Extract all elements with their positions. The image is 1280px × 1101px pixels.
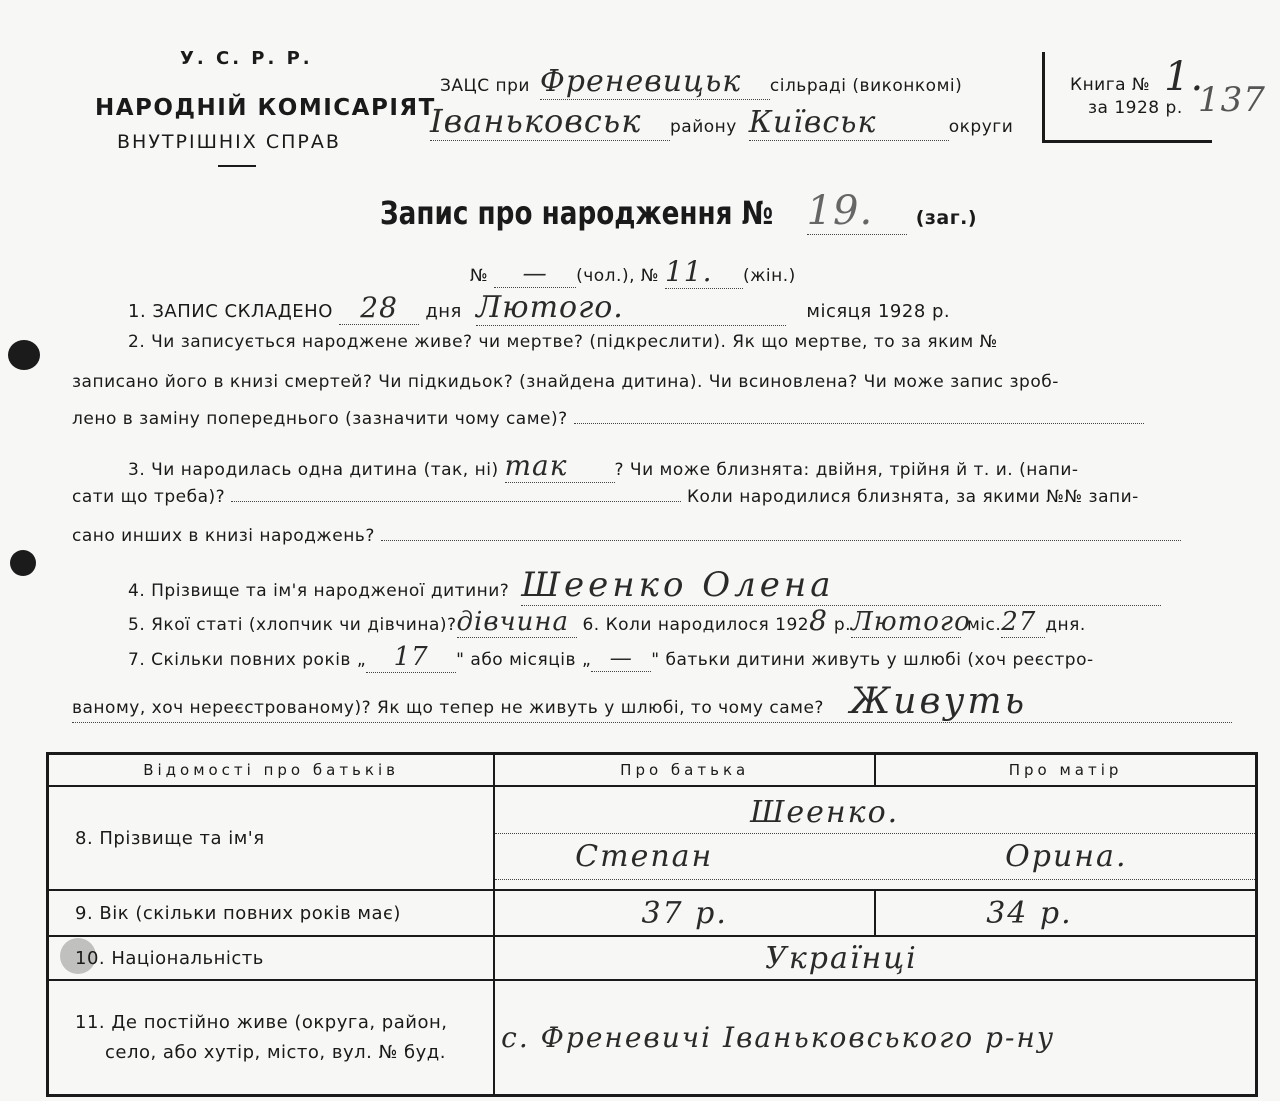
record-suffix: (заг.)	[915, 207, 978, 229]
q3-line1-a: 3. Чи народилась одна дитина (так, ні)	[128, 460, 499, 480]
mother-name: Орина.	[1005, 839, 1128, 874]
surname-shared: Шеенко.	[750, 795, 900, 830]
table-row-nationality	[48, 936, 1257, 980]
table-row-residence	[48, 980, 1257, 1096]
village-council-value: Френевицьк	[540, 64, 770, 100]
residence-cell	[494, 980, 1256, 1096]
father-name: Степан	[575, 839, 714, 874]
male-number: —	[494, 259, 576, 288]
q1-day-word: дня	[425, 301, 462, 322]
q6-month: Лютого	[851, 607, 971, 637]
question-3-line1	[128, 449, 1079, 483]
page-stamp: 137	[1198, 80, 1266, 120]
book-box-bottom-border	[1042, 140, 1212, 143]
zags-prefix: ЗАЦС при	[440, 76, 530, 96]
district-value: Іваньковськ	[430, 102, 670, 141]
record-title: Запис про народження №	[380, 194, 774, 232]
republic-heading: У. С. Р. Р.	[180, 48, 313, 69]
q7-months: —	[591, 646, 651, 672]
q6-year: 8	[809, 604, 828, 637]
q7-rest: " батьки дитини живуть у шлюбі (хоч реєстро-	[651, 650, 1094, 670]
q7-mid: " або місяців „	[456, 650, 592, 670]
name-dotted-top	[495, 833, 1255, 834]
question-7-line2	[72, 681, 1027, 722]
q1-label: 1. ЗАПИС СКЛАДЕНО	[128, 301, 333, 322]
book-box-left-border	[1042, 52, 1045, 142]
punch-hole-top	[8, 340, 40, 370]
question-5-6	[128, 604, 1086, 638]
q5-label: 5. Якої статі (хлопчик чи дівчина)?	[128, 615, 457, 635]
father-age-cell	[494, 890, 875, 936]
row-label-age: 9. Вік (скільки повних років має)	[48, 890, 495, 936]
okruha-suffix: округи	[948, 117, 1014, 137]
q7-label: 7. Скільки повних років „	[128, 650, 367, 670]
district-suffix: району	[670, 117, 737, 137]
commissariat-title: НАРОДНІЙ КОМІСАРІЯТ	[95, 95, 436, 121]
question-4	[128, 565, 1161, 606]
q6-day: 27	[1001, 607, 1045, 638]
table-row-age	[48, 890, 1257, 936]
q1-month: Лютого.	[476, 290, 786, 326]
q7-line2-text: ваному, хоч нереєстрованому)? Як що тепер не живуть у шлюбі, то чому саме?	[72, 698, 824, 718]
punch-hole-middle	[10, 550, 36, 576]
row-label-nationality: 10. Національність	[48, 936, 495, 980]
subnumber-sign: №	[470, 266, 489, 286]
q7-years: 17	[366, 642, 456, 673]
female-number: 11.	[665, 255, 743, 289]
question-3-line3	[72, 526, 1181, 546]
village-council-suffix: сільраді (виконкомі)	[769, 76, 963, 96]
q3-line2-blank	[231, 501, 681, 502]
nationality-value: Українці	[765, 940, 918, 976]
q6-day-label: міс.	[966, 615, 1002, 635]
q3-line3-text: сано инших в книзі народжень?	[72, 526, 375, 546]
book-label: Книга №	[1070, 75, 1151, 95]
record-subnumbers	[470, 255, 796, 289]
book-number-line	[1070, 54, 1204, 100]
residence-value: с. Френевичі Іваньковського р-ну	[501, 1021, 1056, 1054]
q5-answer: дівчина	[457, 607, 577, 638]
record-number: 19.	[807, 188, 907, 235]
q3-answer: так	[505, 449, 615, 483]
residence-label-line2: село, або хутір, місто, вул. № буд.	[105, 1041, 446, 1063]
q2-line3-text: лено в заміну попереднього (зазначити чому саме)?	[72, 409, 568, 429]
row-value-name	[494, 786, 1256, 890]
question-1	[128, 290, 950, 326]
q4-label: 4. Прізвище та ім'я народженої дитини?	[128, 581, 510, 601]
residence-label-line1: 11. Де постійно живе (округа, район,	[75, 1011, 448, 1033]
female-label: (жін.)	[742, 266, 796, 286]
q7-answer: Живуть	[849, 681, 1028, 722]
row-label-residence	[48, 980, 495, 1096]
q3-line2-b: Коли народилися близнята, за якими №№ запи-	[686, 487, 1139, 507]
nationality-cell	[494, 936, 1256, 980]
table-header-mother: Про матір	[875, 754, 1256, 787]
book-number: 1.	[1164, 54, 1205, 100]
q6-label: 6. Коли народилося 192	[582, 615, 810, 635]
record-title-line	[380, 188, 977, 235]
question-7-line1	[128, 642, 1094, 673]
q2-line3-blank	[574, 423, 1144, 424]
table-header-father: Про батька	[494, 754, 875, 787]
table-header-info: Відомості про батьків	[48, 754, 495, 787]
mother-age: 34 р.	[986, 895, 1073, 931]
parents-table	[46, 752, 1258, 1097]
father-age: 37 р.	[641, 895, 728, 931]
question-2-line1: 2. Чи записується народжене живе? чи мертве? (підкреслити). Як що мертве, то за яким №	[128, 332, 998, 352]
q6-day-suffix: дня.	[1045, 615, 1086, 635]
question-3-line2	[72, 487, 1139, 507]
q7-blank-line	[72, 722, 1232, 723]
question-2-line2: записано його в книзі смертей? Чи підкидьок? (знайдена дитина). Чи всиновлена? Чи може запис зроб-	[72, 372, 1059, 392]
q4-answer: Шеенко Олена	[521, 565, 1161, 606]
q1-suffix: місяця 1928 р.	[806, 301, 951, 322]
zags-line	[440, 64, 962, 100]
commissariat-subtitle: ВНУТРІШНІХ СПРАВ	[117, 131, 341, 153]
q6-year-suffix: р.	[833, 615, 852, 635]
q1-day: 28	[339, 291, 419, 325]
male-label: (чол.), №	[576, 266, 660, 286]
mother-age-cell	[875, 890, 1256, 936]
row-label-name: 8. Прізвище та ім'я	[48, 786, 495, 890]
header-divider	[218, 165, 256, 167]
q3-line2-a: сати що треба)?	[72, 487, 226, 507]
question-2-line3	[72, 409, 1144, 429]
district-line	[430, 102, 1013, 141]
q3-line1-b: ? Чи може близнята: двійня, трійня й т. и. (напи-	[614, 460, 1079, 480]
name-dotted-bottom	[495, 879, 1255, 880]
q3-line3-blank	[381, 540, 1181, 541]
okruha-value: Київськ	[749, 105, 949, 141]
table-row-name	[48, 786, 1257, 890]
table-header-row	[48, 754, 1257, 787]
book-year: за 1928 р.	[1088, 98, 1183, 118]
